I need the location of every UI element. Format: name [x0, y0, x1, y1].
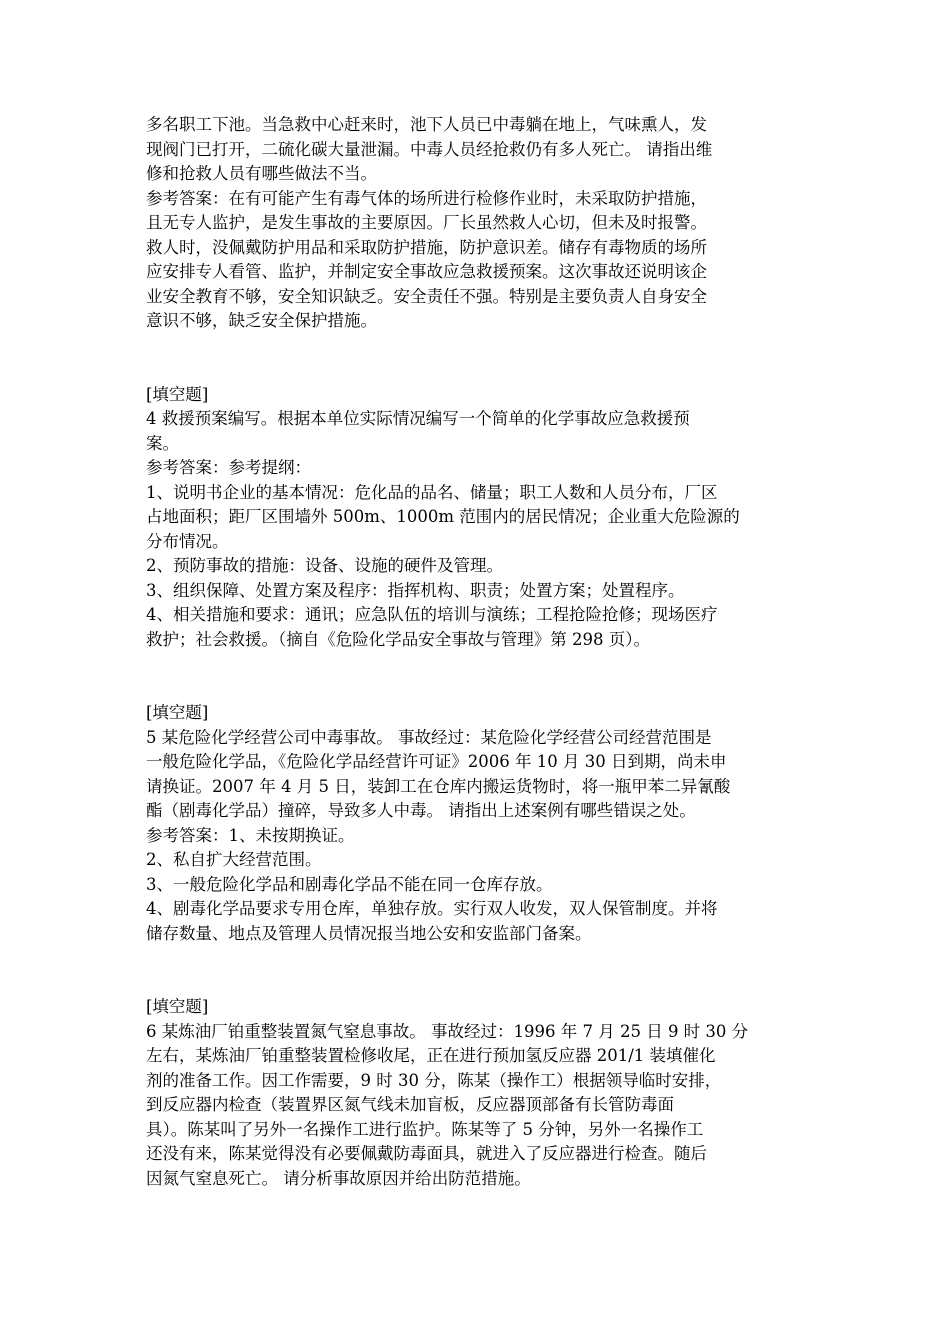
question-text: 因氮气窒息死亡。 请分析事故原因并给出防范措施。 — [146, 1168, 531, 1188]
answer-line: 3、组织保障、处置方案及程序：指挥机构、职责；处置方案；处置程序。 — [146, 580, 685, 600]
case-3-continuation — [146, 113, 814, 334]
question-5 — [146, 701, 814, 946]
question-text: 一般危险化学品，《危险化学品经营许可证》2006 年 10 月 30 日到期，尚未申 — [146, 752, 727, 771]
answer-line: 业安全教育不够，安全知识缺乏。安全责任不强。特别是主要负责人自身安全 — [146, 286, 707, 306]
question-text: 剂的准备工作。因工作需要，9 时 30 分，陈某（操作工）根据领导临时安排， — [146, 1070, 722, 1090]
section-gap — [146, 652, 814, 701]
answer-line: 4、剧毒化学品要求专用仓库，单独存放。实行双人收发，双人保管制度。并将 — [146, 899, 718, 918]
answer-line: 应安排专人看管、监护，并制定安全事故应急救援预案。这次事故还说明该企 — [146, 262, 707, 281]
answer-line: 意识不够，缺乏安全保护措施。 — [146, 311, 377, 330]
answer-line: 参考答案：参考提纲： — [146, 458, 311, 477]
answer-line: 救人时，没佩戴防护用品和采取防护措施，防护意识差。储存有毒物质的场所 — [146, 237, 707, 257]
question-type-tag: [填空题] — [146, 384, 209, 404]
answer-line: 2、预防事故的措施：设备、设施的硬件及管理。 — [146, 556, 503, 575]
question-text: 到反应器内检查（装置界区氮气线未加盲板，反应器顶部备有长管防毒面 — [146, 1095, 674, 1114]
answer-line: 救护；社会救援。（摘自《危险化学品安全事故与管理》第 298 页）。 — [146, 629, 650, 649]
section-gap — [146, 946, 814, 995]
answer-line: 占地面积；距厂区围墙外 500m、1000m 范围内的居民情况；企业重大危险源的 — [146, 507, 740, 526]
answer-line: 4、相关措施和要求：通讯；应急队伍的培训与演练；工程抢险抢修；现场医疗 — [146, 605, 718, 624]
answer-line: 2、私自扩大经营范围。 — [146, 850, 322, 869]
answer-line: 参考答案：1、未按期换证。 — [146, 825, 355, 845]
question-text: 酯（剧毒化学品）撞碎，导致多人中毒。 请指出上述案例有哪些错误之处。 — [146, 801, 696, 820]
question-text: 具）。陈某叫了另外一名操作工进行监护。陈某等了 5 分钟，另外一名操作工 — [146, 1119, 704, 1139]
answer-line: 3、一般危险化学品和剧毒化学品不能在同一仓库存放。 — [146, 874, 553, 894]
question-text: 请换证。2007 年 4 月 5 日，装卸工在仓库内搬运货物时，将一瓶甲苯二异氰酸 — [146, 776, 731, 796]
answer-line: 1、说明书企业的基本情况：危化品的品名、储量；职工人数和人员分布，厂区 — [146, 482, 718, 502]
answer-line: 分布情况。 — [146, 531, 229, 551]
question-text: 4 救援预案编写。根据本单位实际情况编写一个简单的化学事故应急救援预 — [146, 409, 690, 428]
question-text: 5 某危险化学经营公司中毒事故。 事故经过：某危险化学经营公司经营范围是 — [146, 727, 712, 747]
text-line: 多名职工下池。当急救中心赶来时，池下人员已中毒躺在地上，气味熏人，发 — [146, 115, 707, 134]
answer-line: 参考答案：在有可能产生有毒气体的场所进行检修作业时，未采取防护措施， — [146, 188, 707, 208]
answer-line: 储存数量、地点及管理人员情况报当地公安和安监部门备案。 — [146, 923, 592, 943]
question-text: 左右，某炼油厂铂重整装置检修收尾，正在进行预加氢反应器 201/1 装填催化 — [146, 1046, 716, 1065]
section-gap — [146, 334, 814, 383]
text-line: 现阀门已打开，二硫化碳大量泄漏。中毒人员经抢救仍有多人死亡。 请指出维 — [146, 139, 713, 159]
question-text: 6 某炼油厂铂重整装置氮气窒息事故。 事故经过：1996 年 7 月 25 日 9 时 30 分 — [146, 1021, 749, 1041]
question-text: 还没有来，陈某觉得没有必要佩戴防毒面具，就进入了反应器进行检查。随后 — [146, 1144, 707, 1163]
document-page — [146, 113, 814, 1191]
question-type-tag: [填空题] — [146, 997, 209, 1016]
question-6 — [146, 995, 814, 1191]
answer-line: 且无专人监护，是发生事故的主要原因。厂长虽然救人心切，但未及时报警。 — [146, 213, 707, 232]
question-4 — [146, 383, 814, 653]
question-text: 案。 — [146, 433, 179, 453]
text-line: 修和抢救人员有哪些做法不当。 — [146, 164, 377, 183]
question-type-tag: [填空题] — [146, 703, 209, 722]
